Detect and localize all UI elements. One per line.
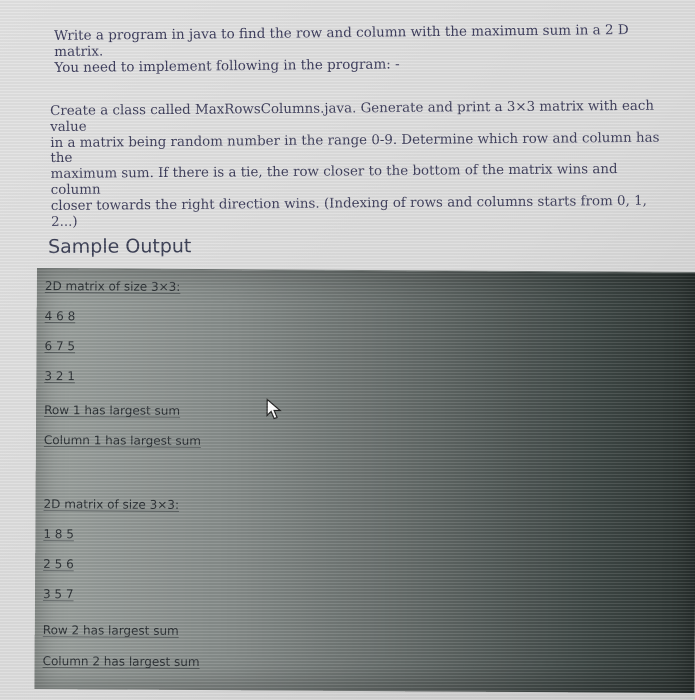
task-line-1: Create a class called MaxRowsColumns.java. Generate and print a 3×3 matrix with each value — [50, 98, 655, 135]
intro-line-1: Write a program in java to find the row and column with the maximum sum in a 2 D matrix. — [54, 21, 629, 60]
task-line-3: maximum sum. If there is a tie, the row closer to the bottom of the matrix wins and column — [50, 162, 618, 198]
example1-matrix-row-0: 4 6 8 — [44, 309, 76, 324]
mouse-cursor-icon — [266, 398, 284, 420]
assignment-intro — [54, 22, 674, 76]
example2-matrix-row-0: 1 8 5 — [43, 527, 74, 542]
example1-matrix-row-2: 3 2 1 — [44, 369, 75, 384]
example2-row-result: Row 2 has largest sum — [42, 623, 179, 638]
example1-row-result: Row 1 has largest sum — [44, 403, 181, 418]
sample-output-console — [34, 268, 695, 693]
task-description — [50, 99, 661, 231]
example1-matrix-row-1: 6 7 5 — [44, 339, 76, 354]
example2-matrix-row-2: 3 5 7 — [42, 587, 74, 602]
example1-header: 2D matrix of size 3×3: — [44, 279, 181, 294]
example1-column-result: Column 1 has largest sum — [43, 433, 201, 449]
task-line-2: in a matrix being random number in the range 0-9. Determine which row and column has the — [50, 130, 660, 167]
task-line-4: closer towards the right direction wins. (Indexing of rows and columns starts from 0, 1, 2...) — [50, 193, 647, 230]
example2-header: 2D matrix of size 3×3: — [43, 497, 180, 512]
sample-output-heading: Sample Output — [48, 235, 192, 258]
intro-line-2: You need to implement following in the program: - — [54, 56, 400, 76]
example2-matrix-row-1: 2 5 6 — [43, 557, 74, 572]
example2-column-result: Column 2 has largest sum — [42, 654, 200, 670]
